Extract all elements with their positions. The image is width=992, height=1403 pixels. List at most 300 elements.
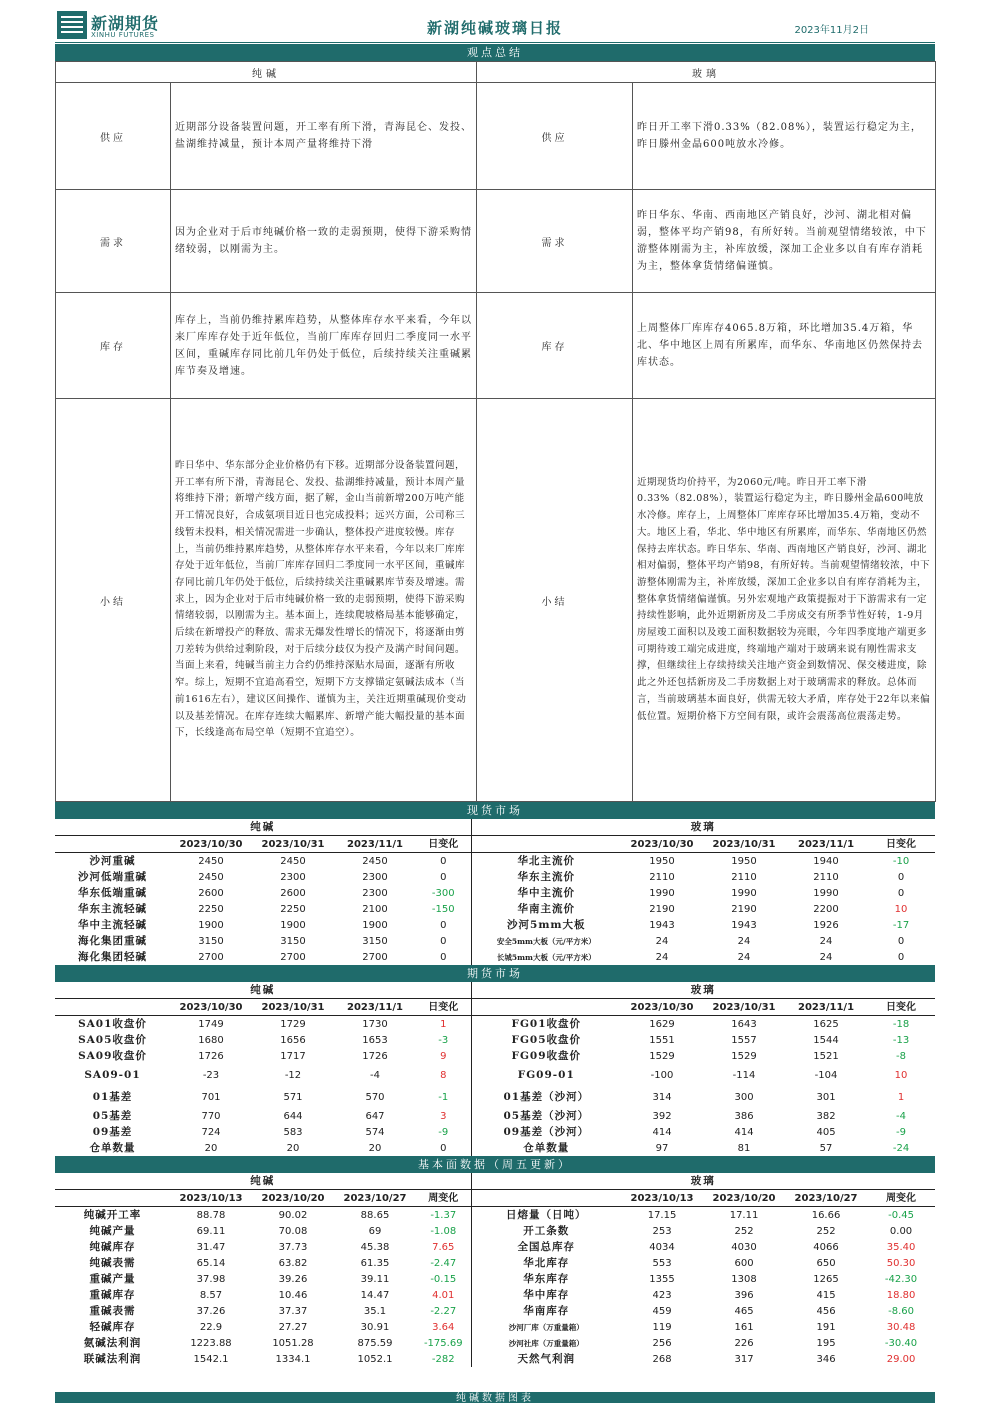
glass-col-header: 日变化 [867, 836, 935, 853]
summary-table [55, 61, 936, 802]
summary-glass-text: 近期现货均价持平，为2060元/吨。昨日开工率下滑0.33%（82.08%），装置运行稳定为主，昨日滕州金晶600吨放水冷修。库存上，上周整体厂库库存环比增加35.4万箱，变动不大。地区上看，华北、华中地区有所累库，而华东、华南地区仍然保持去库状态。昨日华东、华南、西南地区产销良好，沙河、湖北相对偏弱，整体平均产销98，有所好转。当前观望情绪较浓，中下游整体刚需为主，补库放缓，深加工企业多以自有库存消耗为主，整体拿货情绪偏谨慎。另外宏观地产政策提振对于下游需求有一定持续性影响，此外近期新房及二手房成交有所季节性好转，1-9月房屋竣工面积以及竣工面积数据较为亮眼，今年四季度地产端更多可期待竣工端完成进度，终端地产端对于玻璃来说有刚性需求支撑，但继续往上存续持续关注地产资金到数情况、保交楼进度，除此之外还包括新房及二手房数据上对于玻璃需求的释放。总体而言，当前玻璃基本面良好，供需无较大矛盾，库存处于22年以来偏低位置。短期价格下方空间有限，或许会震荡高位震荡走势。 [633, 399, 936, 802]
soda-value: 1729 [280, 1018, 306, 1030]
logo-text-en: XINHU FUTURES [91, 31, 155, 39]
table-row [55, 933, 935, 949]
glass-change: -18 [892, 1018, 910, 1030]
glass-change: 35.40 [886, 1241, 916, 1253]
soda-row-label: SA09-01 [84, 1068, 141, 1081]
soda-value: 2250 [198, 903, 224, 915]
glass-row-label: 沙河社库（万重量箱） [471, 1335, 621, 1351]
soda-col-header [55, 1190, 170, 1207]
glass-row-label: 华中主流价 [471, 885, 621, 901]
glass-value: 1557 [731, 1034, 757, 1046]
summary-soda-text: 库存上，当前仍维持累库趋势，从整体库存水平来看，今年以来厂库库存处于近年低位，当前厂库库存回归二季度同一水平区间，重碱库存同比前几年仍处于低位，后续持续关注重碱累库节奏及增速。 [171, 293, 477, 399]
glass-value: 24 [819, 935, 833, 947]
soda-value: 2300 [280, 871, 306, 883]
glass-value: 24 [737, 935, 751, 947]
column-head-row [55, 836, 935, 853]
soda-change: -2.27 [430, 1305, 457, 1317]
glass-value: 382 [816, 1110, 836, 1122]
soda-section-head: 纯碱 [55, 1173, 471, 1190]
glass-value: 1943 [731, 919, 757, 931]
soda-value: 1900 [280, 919, 306, 931]
soda-value: 2600 [280, 887, 306, 899]
soda-value: 20 [204, 1142, 218, 1154]
glass-value: 2200 [813, 903, 839, 915]
glass-value: 415 [816, 1289, 836, 1301]
glass-change: 50.30 [886, 1257, 916, 1269]
soda-change: -3 [438, 1034, 449, 1046]
glass-value: 300 [734, 1091, 754, 1103]
soda-row-label: 联碱法利润 [83, 1352, 142, 1365]
table-row [55, 1239, 935, 1255]
glass-change: 29.00 [886, 1353, 916, 1365]
soda-row-label: 纯碱产量 [89, 1224, 136, 1237]
glass-value: 2190 [731, 903, 757, 915]
glass-row-label: 华南库存 [471, 1303, 621, 1319]
soda-row-label: 轻碱库存 [89, 1320, 136, 1333]
glass-value: 1625 [813, 1018, 839, 1030]
glass-col-header [471, 836, 621, 853]
glass-value: 16.66 [811, 1209, 841, 1221]
soda-value: 27.27 [278, 1321, 308, 1333]
glass-change: 0 [897, 887, 905, 899]
glass-row-label: 华北库存 [471, 1255, 621, 1271]
glass-col-header: 2023/10/30 [621, 836, 703, 853]
soda-value: 570 [365, 1091, 385, 1103]
glass-change: 0 [897, 935, 905, 947]
soda-value: 583 [283, 1126, 303, 1138]
glass-value: 465 [734, 1305, 754, 1317]
glass-row-label: 华东主流价 [471, 869, 621, 885]
glass-section-head: 玻璃 [471, 1173, 935, 1190]
glass-row-label: 全国总库存 [471, 1239, 621, 1255]
glass-change: -13 [892, 1034, 910, 1046]
soda-change: -1.37 [430, 1209, 457, 1221]
glass-value: 1265 [813, 1273, 839, 1285]
glass-col-header [471, 999, 621, 1016]
soda-value: 1726 [198, 1050, 224, 1062]
table-row [55, 885, 935, 901]
summary-glass-text: 上周整体厂库库存4065.8万箱，环比增加35.4万箱，华北、华中地区上周有所累库，而华东、华南地区仍然保持去库状态。 [633, 293, 936, 399]
soda-value: 571 [283, 1091, 303, 1103]
glass-row-label: 09基差（沙河） [471, 1124, 621, 1140]
glass-value: -104 [814, 1069, 838, 1081]
glass-change: -8 [896, 1050, 907, 1062]
soda-value: 31.47 [196, 1241, 226, 1253]
soda-value: 2450 [198, 855, 224, 867]
glass-change: -4 [896, 1110, 907, 1122]
soda-row-label: 海化集团重碱 [78, 934, 147, 947]
glass-value: 81 [737, 1142, 751, 1154]
report-date: 2023年11月2日 [794, 25, 869, 36]
table-row [55, 1255, 935, 1271]
soda-row-label: 仓单数量 [89, 1141, 136, 1154]
summary-glass-label: 供应 [477, 83, 633, 190]
soda-value: 39.11 [360, 1273, 390, 1285]
glass-change: -8.60 [888, 1305, 914, 1317]
glass-change: 0.00 [889, 1225, 913, 1237]
soda-col-header: 2023/10/27 [334, 1190, 416, 1207]
table-row [55, 1335, 935, 1351]
soda-change: 1 [440, 1018, 447, 1030]
glass-value: 1544 [813, 1034, 839, 1046]
soda-row-label: 09基差 [92, 1125, 133, 1138]
soda-row-label: SA09收盘价 [78, 1049, 147, 1062]
soda-change: -1.08 [430, 1225, 457, 1237]
glass-value: 97 [655, 1142, 669, 1154]
glass-col-header: 2023/10/31 [703, 836, 785, 853]
glass-value: 4066 [813, 1241, 839, 1253]
soda-value: 2600 [198, 887, 224, 899]
soda-change: -1 [438, 1091, 449, 1103]
soda-value: 644 [283, 1110, 303, 1122]
glass-row-label: FG05收盘价 [471, 1032, 621, 1048]
glass-row-label: 天然气利润 [471, 1351, 621, 1367]
glass-value: 161 [734, 1321, 754, 1333]
soda-value: 65.14 [196, 1257, 226, 1269]
glass-value: 191 [816, 1321, 836, 1333]
glass-value: 1521 [813, 1050, 839, 1062]
soda-value: 45.38 [360, 1241, 390, 1253]
soda-value: 37.98 [196, 1273, 226, 1285]
soda-value: 2700 [198, 951, 224, 963]
glass-row-label: 华中库存 [471, 1287, 621, 1303]
table-row [55, 1351, 935, 1367]
soda-value: 2700 [280, 951, 306, 963]
soda-change: 9 [440, 1050, 447, 1062]
soda-value: 2700 [362, 951, 388, 963]
table-row [55, 869, 935, 885]
glass-value: 1940 [813, 855, 839, 867]
soda-change: -2.47 [430, 1257, 457, 1269]
soda-change: 0 [440, 855, 447, 867]
soda-value: 2250 [280, 903, 306, 915]
soda-col-header: 2023/11/1 [334, 999, 416, 1016]
soda-change: 0 [440, 871, 447, 883]
summary-soda-label: 小结 [56, 399, 171, 802]
glass-row-label: 沙河5mm大板 [471, 917, 621, 933]
glass-value: 301 [816, 1091, 836, 1103]
glass-value: 456 [816, 1305, 836, 1317]
glass-row-label: 华南主流价 [471, 901, 621, 917]
glass-section-head: 玻璃 [471, 982, 935, 999]
glass-value: -114 [732, 1069, 756, 1081]
report-header [55, 8, 935, 43]
soda-change: -9 [438, 1126, 449, 1138]
glass-value: 226 [734, 1337, 754, 1349]
soda-change: -0.15 [430, 1273, 457, 1285]
soda-value: 1052.1 [357, 1353, 393, 1365]
glass-value: 252 [816, 1225, 836, 1237]
soda-change: -282 [431, 1353, 455, 1365]
glass-value: 256 [652, 1337, 672, 1349]
soda-value: 88.65 [360, 1209, 390, 1221]
glass-value: 2110 [813, 871, 839, 883]
glass-value: 459 [652, 1305, 672, 1317]
glass-change: 18.80 [886, 1289, 916, 1301]
soda-row-label: 沙河低端重碱 [78, 870, 147, 883]
soda-change: 0 [440, 1142, 447, 1154]
glass-col-header [471, 1190, 621, 1207]
glass-value: 4034 [649, 1241, 675, 1253]
soda-row-label: 华东低端重碱 [78, 886, 147, 899]
glass-change: 10 [894, 1069, 908, 1081]
soda-change: 4.01 [432, 1289, 455, 1301]
glass-change: 1 [897, 1091, 905, 1103]
table-row [55, 1016, 935, 1033]
soda-value: 1542.1 [193, 1353, 229, 1365]
table-row [55, 1124, 935, 1140]
fundamentals-table [55, 1173, 935, 1367]
glass-change: -10 [892, 855, 910, 867]
soda-change: 0 [440, 951, 447, 963]
soda-row-label: 纯碱库存 [89, 1240, 136, 1253]
soda-row-label: 纯碱表需 [89, 1256, 136, 1269]
soda-row-label: 05基差 [92, 1109, 133, 1122]
glass-value: 119 [652, 1321, 672, 1333]
glass-value: 24 [819, 951, 833, 963]
soda-change: 8 [440, 1069, 447, 1081]
soda-value: 3150 [198, 935, 224, 947]
soda-row-label: 纯碱开工率 [83, 1208, 142, 1221]
soda-row-label: 华东主流轻碱 [78, 902, 147, 915]
soda-value: -12 [284, 1069, 302, 1081]
soda-value: 2300 [362, 887, 388, 899]
soda-col-header: 2023/10/30 [170, 836, 252, 853]
soda-value: 70.08 [278, 1225, 308, 1237]
soda-change: 3.64 [432, 1321, 455, 1333]
glass-value: 405 [816, 1126, 836, 1138]
soda-col-header: 2023/10/20 [252, 1190, 334, 1207]
glass-value: 195 [816, 1337, 836, 1349]
glass-row-label: 沙河厂库（万重量箱） [471, 1319, 621, 1335]
glass-value: 392 [652, 1110, 672, 1122]
soda-value: 3150 [362, 935, 388, 947]
soda-value: 22.9 [199, 1321, 223, 1333]
soda-value: 1749 [198, 1018, 224, 1030]
glass-value: 1950 [649, 855, 675, 867]
glass-col-header: 2023/11/1 [785, 999, 867, 1016]
soda-change: -300 [431, 887, 455, 899]
soda-value: 69 [368, 1225, 382, 1237]
soda-row-label: 沙河重碱 [89, 854, 136, 867]
report-page [55, 8, 935, 1367]
glass-value: 1990 [731, 887, 757, 899]
table-row [55, 1140, 935, 1156]
glass-row-label: 05基差（沙河） [471, 1108, 621, 1124]
glass-col-header: 2023/10/31 [703, 999, 785, 1016]
table-row [55, 901, 935, 917]
glass-value: 24 [655, 951, 669, 963]
summary-glass-text: 昨日华东、华南、西南地区产销良好，沙河、湖北相对偏弱，整体平均产销98，有所好转。当前观望情绪较浓，中下游整体刚需为主，补库放缓，深加工企业多以自有库存消耗为主，整体拿货情绪偏谨慎。 [633, 190, 936, 293]
glass-value: 2190 [649, 903, 675, 915]
glass-row-label: 华东库存 [471, 1271, 621, 1287]
table-row [55, 1048, 935, 1064]
glass-row-label: 仓单数量 [471, 1140, 621, 1156]
glass-value: 553 [652, 1257, 672, 1269]
soda-section-head: 纯碱 [55, 819, 471, 836]
glass-value: 1950 [731, 855, 757, 867]
summary-soda-header: 纯碱 [56, 62, 477, 83]
glass-col-header: 2023/10/13 [621, 1190, 703, 1207]
soda-col-header: 2023/10/31 [252, 836, 334, 853]
futures-section-bar: 期货市场 [55, 965, 935, 982]
soda-value: 37.37 [278, 1305, 308, 1317]
soda-value: 1900 [198, 919, 224, 931]
soda-col-header: 2023/11/1 [334, 836, 416, 853]
table-row [55, 1086, 935, 1108]
glass-value: 253 [652, 1225, 672, 1237]
column-head-row [55, 1190, 935, 1207]
glass-row-label: 日熔量（日吨） [471, 1207, 621, 1224]
soda-value: 770 [201, 1110, 221, 1122]
glass-value: 252 [734, 1225, 754, 1237]
soda-row-label: 重碱库存 [89, 1288, 136, 1301]
glass-change: -17 [892, 919, 910, 931]
summary-glass-label: 小结 [477, 399, 633, 802]
glass-value: 1943 [649, 919, 675, 931]
glass-col-header: 2023/10/20 [703, 1190, 785, 1207]
glass-row-label: 华北主流价 [471, 853, 621, 870]
glass-value: 1551 [649, 1034, 675, 1046]
soda-value: 69.11 [196, 1225, 226, 1237]
soda-row-label: 华中主流轻碱 [78, 918, 147, 931]
soda-row-label: SA01收盘价 [78, 1017, 147, 1030]
soda-value: 39.26 [278, 1273, 308, 1285]
table-row [55, 949, 935, 965]
soda-value: 1730 [362, 1018, 388, 1030]
glass-value: 317 [734, 1353, 754, 1365]
soda-value: 701 [201, 1091, 221, 1103]
table-row [55, 853, 935, 870]
soda-value: 724 [201, 1126, 221, 1138]
soda-value: 88.78 [196, 1209, 226, 1221]
glass-value: 24 [737, 951, 751, 963]
glass-col-header: 2023/10/30 [621, 999, 703, 1016]
glass-change: -0.45 [888, 1209, 914, 1221]
soda-col-header [55, 836, 170, 853]
soda-value: 8.57 [199, 1289, 223, 1301]
glass-col-header: 2023/11/1 [785, 836, 867, 853]
table-row [55, 1303, 935, 1319]
soda-value: 37.73 [278, 1241, 308, 1253]
soda-value: 875.59 [357, 1337, 393, 1349]
glass-value: 4030 [731, 1241, 757, 1253]
glass-value: 650 [816, 1257, 836, 1269]
soda-col-header: 2023/10/13 [170, 1190, 252, 1207]
glass-change: 0 [897, 951, 905, 963]
soda-value: 574 [365, 1126, 385, 1138]
table-row [55, 1032, 935, 1048]
soda-value: 2100 [362, 903, 388, 915]
glass-value: 414 [734, 1126, 754, 1138]
glass-value: 1990 [649, 887, 675, 899]
glass-value: 600 [734, 1257, 754, 1269]
soda-row-label: 重碱产量 [89, 1272, 136, 1285]
fundamentals-section-bar: 基本面数据（周五更新） [55, 1156, 935, 1173]
glass-value: 268 [652, 1353, 672, 1365]
glass-value: 386 [734, 1110, 754, 1122]
summary-glass-header: 玻璃 [477, 62, 936, 83]
glass-value: 2110 [649, 871, 675, 883]
section-head-row [55, 1173, 935, 1190]
glass-row-label: FG01收盘价 [471, 1016, 621, 1033]
soda-value: 1726 [362, 1050, 388, 1062]
glass-row-label: FG09-01 [471, 1064, 621, 1086]
soda-change: 0 [440, 919, 447, 931]
soda-value: 2450 [362, 855, 388, 867]
soda-row-label: 氨碱法利润 [83, 1336, 142, 1349]
table-row [55, 1064, 935, 1086]
table-row [55, 1287, 935, 1303]
soda-value: 1223.88 [190, 1337, 232, 1349]
soda-value: 1656 [280, 1034, 306, 1046]
glass-value: 414 [652, 1126, 672, 1138]
glass-change: 0 [897, 871, 905, 883]
summary-soda-text: 近期部分设备装置问题，开工率有所下滑，青海昆仑、发投、盐湖维持减量，预计本周产量将维持下滑 [171, 83, 477, 190]
report-title: 新湖纯碱玻璃日报 [426, 19, 563, 37]
table-row [55, 1319, 935, 1335]
glass-change: 10 [894, 903, 908, 915]
soda-col-header [55, 999, 170, 1016]
glass-value: 17.11 [729, 1209, 759, 1221]
soda-col-header: 2023/10/31 [252, 999, 334, 1016]
glass-col-header: 周变化 [867, 1190, 935, 1207]
glass-value: 1643 [731, 1018, 757, 1030]
summary-soda-label: 需求 [56, 190, 171, 293]
soda-value: 61.35 [360, 1257, 390, 1269]
table-row [55, 1223, 935, 1239]
glass-change: -9 [896, 1126, 907, 1138]
soda-value: 1653 [362, 1034, 388, 1046]
soda-row-label: 01基差 [92, 1090, 133, 1103]
summary-glass-text: 昨日开工率下滑0.33%（82.08%），装置运行稳定为主，昨日滕州金晶600吨放水冷修。 [633, 83, 936, 190]
soda-row-label: 重碱表需 [89, 1304, 136, 1317]
soda-value: 647 [365, 1110, 385, 1122]
glass-value: 1926 [813, 919, 839, 931]
table-row [55, 917, 935, 933]
soda-value: 37.26 [196, 1305, 226, 1317]
soda-value: 3150 [280, 935, 306, 947]
soda-value: 30.91 [360, 1321, 390, 1333]
glass-col-header: 2023/10/27 [785, 1190, 867, 1207]
soda-value: 1680 [198, 1034, 224, 1046]
soda-change: 7.65 [432, 1241, 455, 1253]
section-head-row [55, 982, 935, 999]
glass-row-label: 01基差（沙河） [471, 1086, 621, 1108]
glass-change: -42.30 [884, 1273, 918, 1285]
table-row [55, 1108, 935, 1124]
soda-value: 10.46 [278, 1289, 308, 1301]
glass-value: 1629 [649, 1018, 675, 1030]
glass-row-label: FG09收盘价 [471, 1048, 621, 1064]
glass-row-label: 安全5mm大板（元/平方米） [471, 933, 621, 949]
summary-soda-label: 供应 [56, 83, 171, 190]
summary-soda-text: 因为企业对于后市纯碱价格一致的走弱预期，使得下游采购情绪较弱，以刚需为主。 [171, 190, 477, 293]
glass-section-head: 玻璃 [471, 819, 935, 836]
summary-glass-label: 需求 [477, 190, 633, 293]
soda-change: -175.69 [423, 1337, 463, 1349]
soda-value: 20 [368, 1142, 382, 1154]
soda-value: 1334.1 [275, 1353, 311, 1365]
glass-change: -30.40 [884, 1337, 918, 1349]
futures-market-table [55, 982, 935, 1156]
spot-market-table [55, 819, 935, 965]
glass-value: 1529 [731, 1050, 757, 1062]
spot-section-bar: 现货市场 [55, 802, 935, 819]
glass-value: 314 [652, 1091, 672, 1103]
